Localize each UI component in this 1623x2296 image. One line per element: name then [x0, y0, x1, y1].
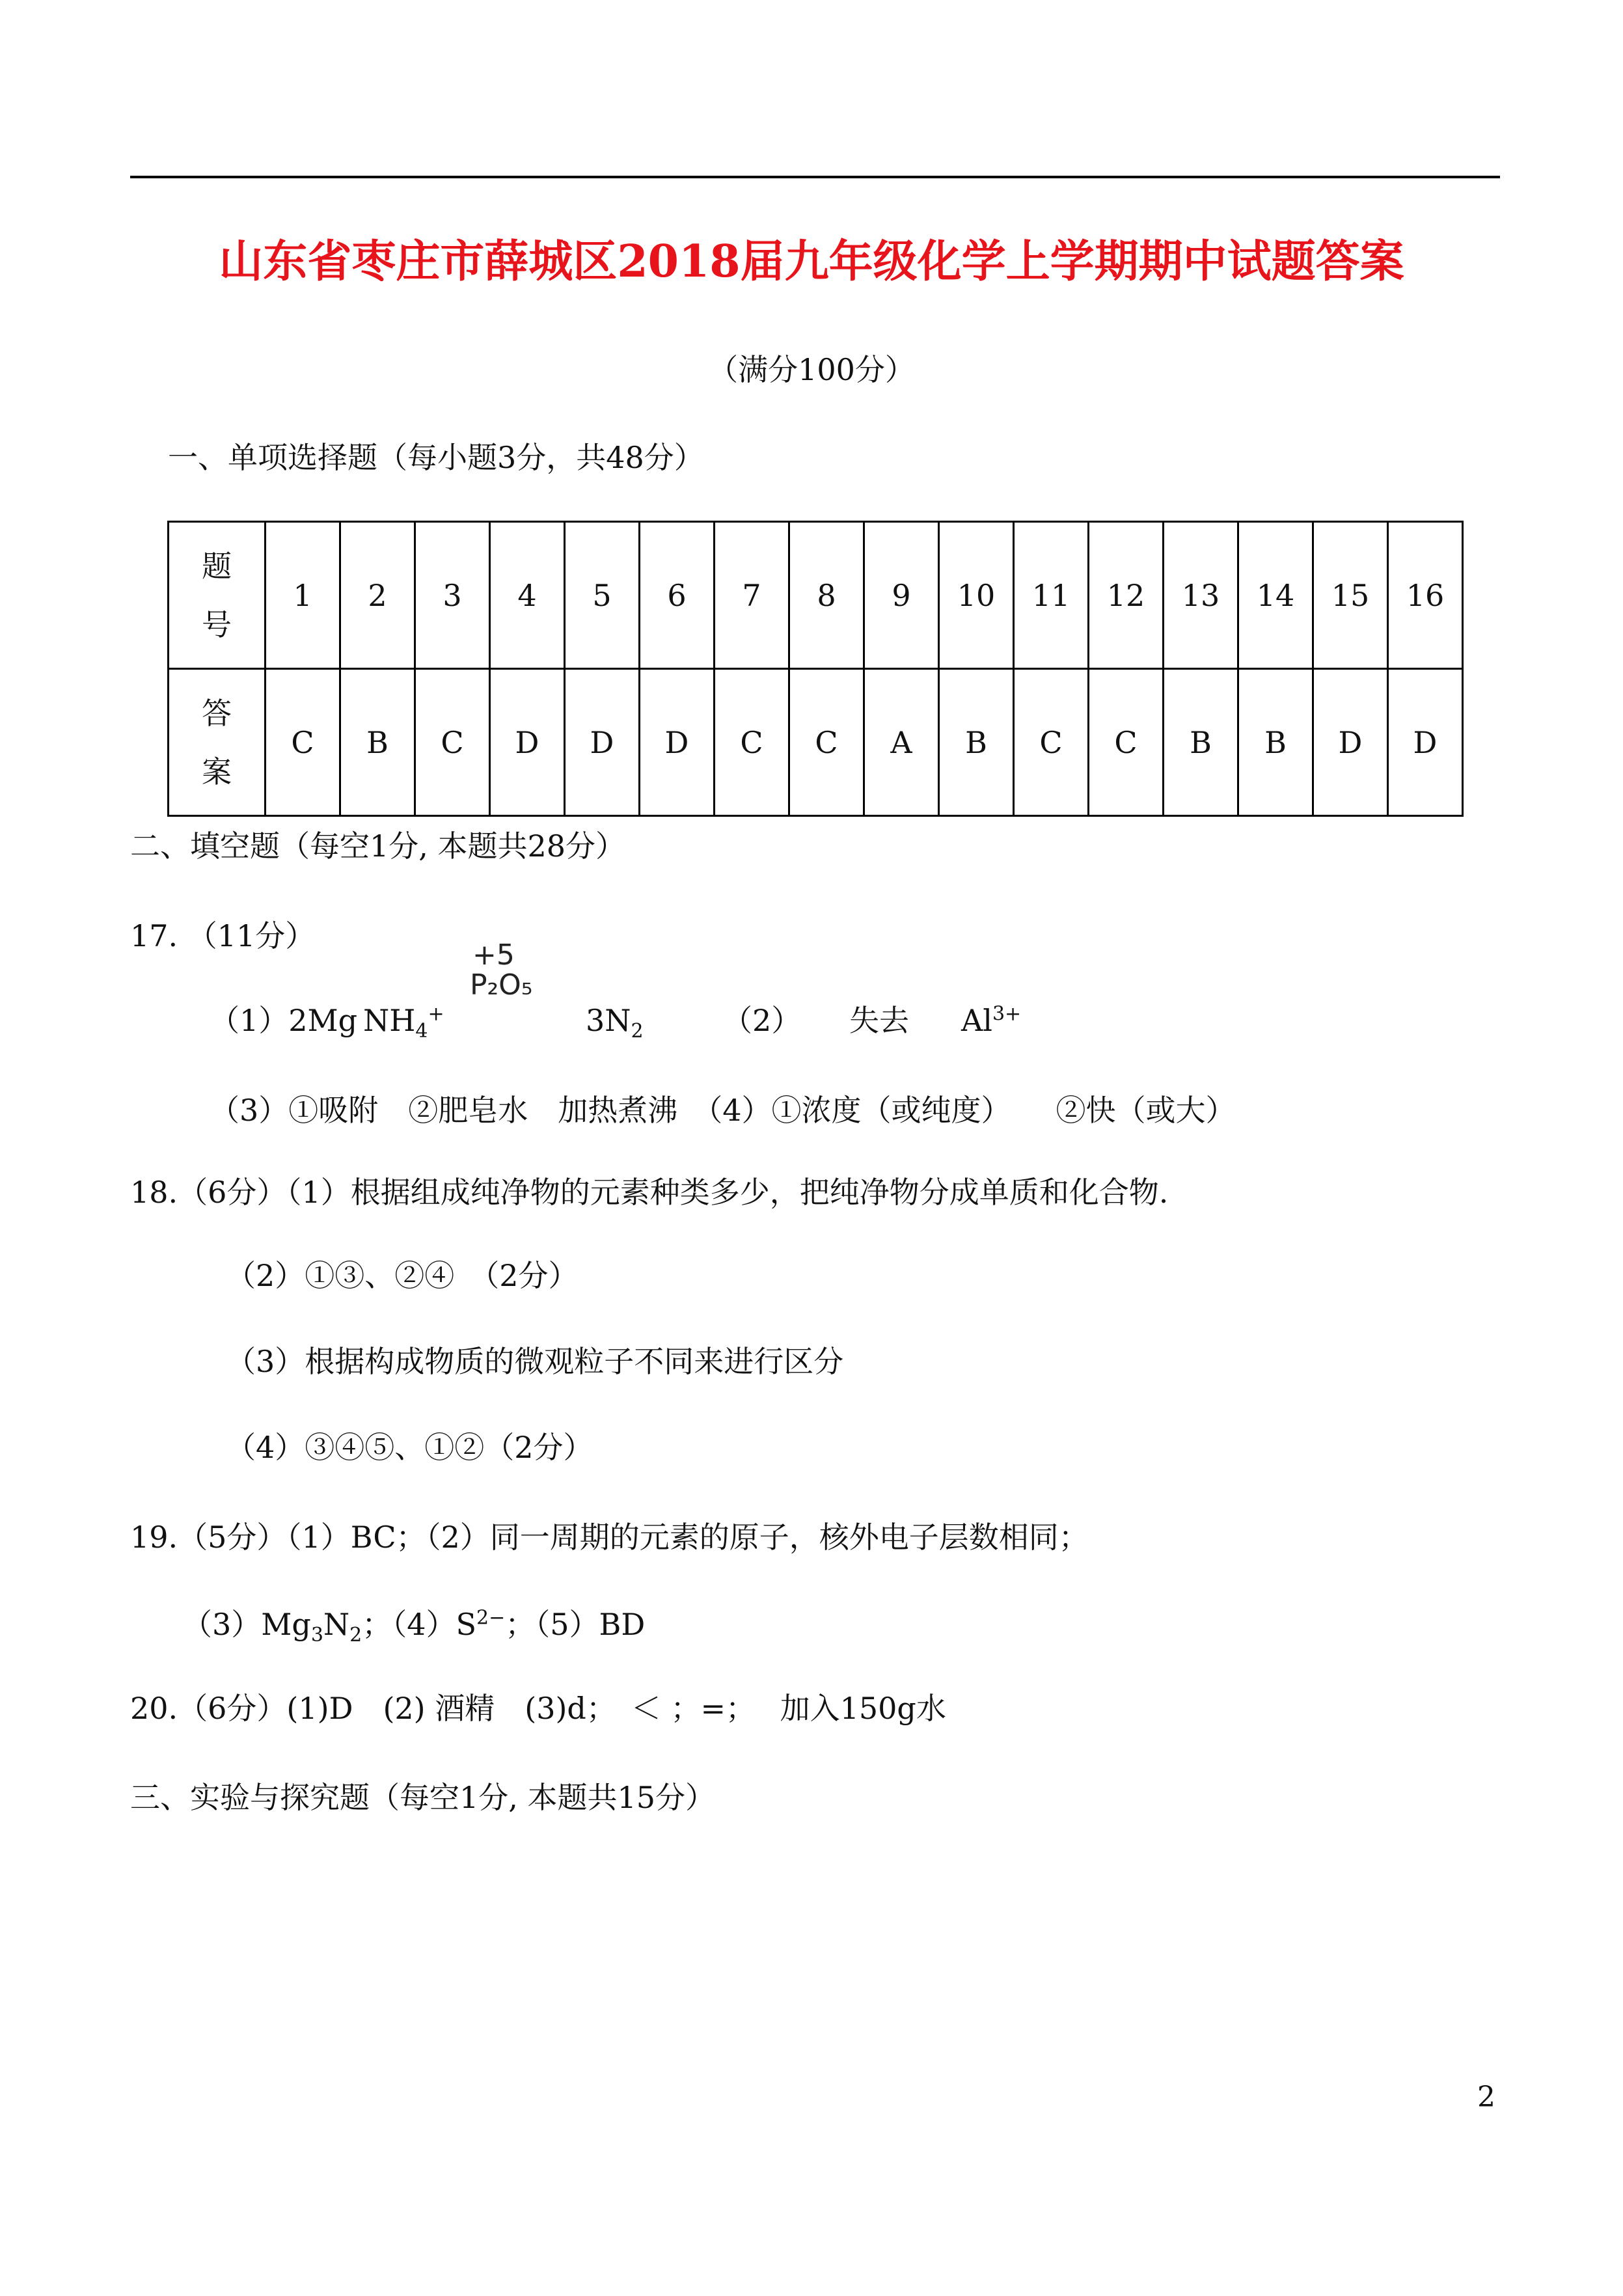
row-label-number: [169, 522, 266, 669]
question-number-cell: 13: [1164, 522, 1238, 669]
question-number-cell: 2: [340, 522, 415, 669]
answer-cell: D: [640, 669, 715, 816]
q17-part1-ammonium: $NH_4^+$: [363, 1002, 444, 1043]
score-note: （满分100分）: [708, 352, 915, 387]
p2o5-valence-formula: [470, 940, 532, 1000]
answer-cell: B: [340, 669, 415, 816]
q17-line2: （3）①吸附 ②肥皂水 加热煮沸 （4）①浓度（或纯度） ②快（或大）: [210, 1093, 1236, 1128]
question-number-cell: 15: [1313, 522, 1388, 669]
question-number-cell: 12: [1089, 522, 1164, 669]
answer-cell: B: [939, 669, 1014, 816]
question-number-cell: 8: [789, 522, 864, 669]
page-number: 2: [1477, 2081, 1495, 2114]
answer-cell: D: [565, 669, 640, 816]
section3-heading: 三、实验与探究题（每空1分, 本题共15分）: [130, 1780, 716, 1815]
question-number-cell: 3: [415, 522, 490, 669]
q20-line1: 20.（6分）(1)D (2) 酒精 (3)d； ＜ ；=； 加入150g水: [130, 1691, 946, 1726]
answer-cell: B: [1164, 669, 1238, 816]
question-number-cell: 7: [715, 522, 789, 669]
row-label-text: 题号: [202, 548, 232, 642]
answer-cell: C: [415, 669, 490, 816]
row-label-text: 答案: [202, 695, 232, 789]
answer-cell: C: [266, 669, 340, 816]
section1-heading: 一、单项选择题（每小题3分，共48分）: [168, 440, 704, 475]
question-number-cell: 14: [1238, 522, 1313, 669]
answer-cell: B: [1238, 669, 1313, 816]
compound-label: P₂O₅: [470, 968, 533, 1002]
q17-part2-label: （2）: [722, 1003, 802, 1038]
answer-cell: D: [490, 669, 565, 816]
q17-part1-n2: $3N_2$: [586, 1003, 644, 1043]
q18-line4: （4）③④⑤、①②（2分）: [226, 1430, 593, 1465]
valence-label: +5: [472, 938, 515, 972]
question-number-cell: 4: [490, 522, 565, 669]
question-number-cell: 16: [1388, 522, 1463, 669]
row-label-answer: [169, 669, 266, 816]
answer-table: [167, 521, 1464, 817]
q17-part2-lose: 失去: [849, 1003, 909, 1038]
table-row-numbers: [169, 522, 1463, 669]
answer-cell: C: [1089, 669, 1164, 816]
answer-cell: C: [715, 669, 789, 816]
answer-cell: C: [789, 669, 864, 816]
answer-cell: C: [1014, 669, 1089, 816]
question-number-cell: 5: [565, 522, 640, 669]
q17-part2-al-ion: $Al^{3+}$: [961, 1002, 1022, 1038]
header-rule: [130, 176, 1500, 178]
answer-cell: D: [1313, 669, 1388, 816]
question-number-cell: 10: [939, 522, 1014, 669]
q18-line3: （3）根据构成物质的微观粒子不同来进行区分: [226, 1344, 844, 1379]
q18-line2: （2）①③、②④ （2分）: [226, 1258, 579, 1293]
question-number-cell: 1: [266, 522, 340, 669]
question-number-cell: 11: [1014, 522, 1089, 669]
q19-line1: 19.（5分）（1）BC；（2）同一周期的元素的原子，核外电子层数相同；: [130, 1520, 1089, 1555]
answer-cell: A: [864, 669, 939, 816]
q18-line1: 18.（6分）（1）根据组成纯净物的元素种类多少，把纯净物分成单质和化合物.: [130, 1175, 1169, 1210]
question-number-cell: 9: [864, 522, 939, 669]
question-number-cell: 6: [640, 522, 715, 669]
document-title: 山东省枣庄市薛城区2018届九年级化学上学期期中试题答案: [219, 236, 1404, 288]
section2-heading: 二、填空题（每空1分, 本题共28分）: [130, 828, 626, 864]
q19-line2: $(3)Mg_3N_2$；$(4)S^{2-}$；（5）BD: [182, 1606, 646, 1647]
answer-cell: D: [1388, 669, 1463, 816]
table-row-answers: [169, 669, 1463, 816]
q17-heading: 17. （11分）: [130, 918, 316, 953]
q17-part1-mg: （1）2Mg: [210, 1003, 358, 1038]
